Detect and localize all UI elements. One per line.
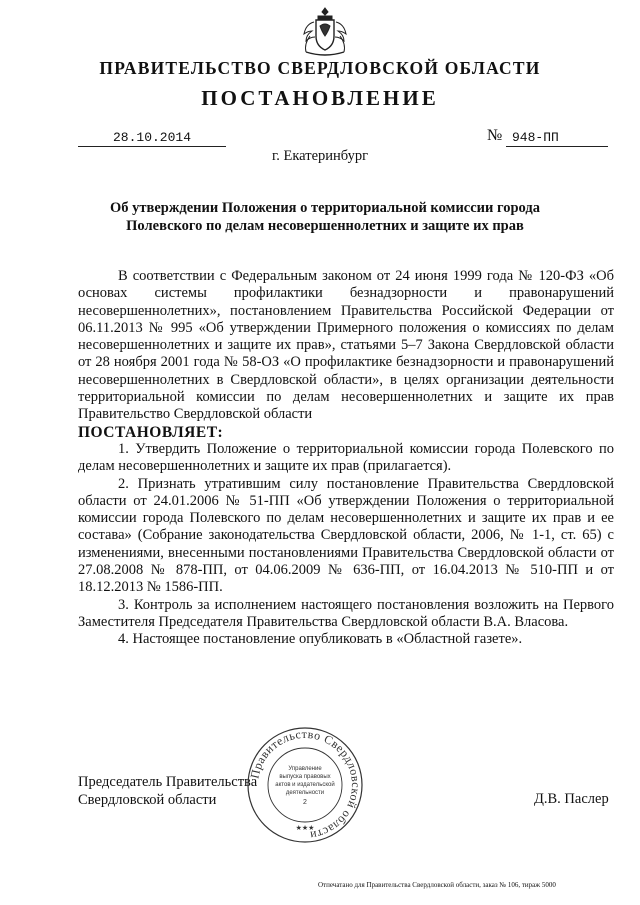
stamp-stars: ★★★ bbox=[295, 824, 315, 832]
document-date: 28.10.2014 bbox=[78, 130, 226, 147]
stamp-number: 2 bbox=[303, 799, 307, 806]
official-stamp bbox=[246, 726, 364, 844]
stamp-line: Управление bbox=[288, 766, 322, 772]
stamp-ring-text: Правительство Свердловской области bbox=[247, 726, 364, 843]
number-sign: № bbox=[487, 127, 503, 144]
document-body bbox=[78, 268, 614, 649]
stamp-line: деятельности bbox=[285, 790, 325, 796]
document-type: ПОСТАНОВЛЕНИЕ bbox=[201, 86, 439, 110]
preamble-paragraph: В соответствии с Федеральным законом от 24 июня 1999 года № 120-ФЗ «Об основах системы профилактики безнадзорности и правонарушений несовершеннолетних», постановлением Правительства Российской Федерации от 06.11.2013 № 995 «Об утверждении Примерного положения о комиссиях по делам несовершеннолетних и защите их прав», статьями 5–7 Закона Свердловской области от 28 ноября 2001 года № 58-ОЗ «О профилактике безнадзорности и правонарушений несовершеннолетних в Свердловской области», в целях организации деятельности территориальной комиссии по делам несовершеннолетних и защите их прав Правительство Свердловской области bbox=[78, 268, 614, 423]
signatory-name: Д.В. Паслер bbox=[534, 791, 609, 807]
stamp-line: выпуска правовых bbox=[279, 774, 331, 780]
title-line: Полевского по делам несовершеннолетних и защите их прав bbox=[126, 218, 524, 234]
position-line: Свердловской области bbox=[78, 792, 217, 808]
city-name: г. Екатеринбург bbox=[271, 148, 369, 164]
coat-of-arms-icon bbox=[296, 6, 354, 58]
decree-word: ПОСТАНОВЛЯЕТ: bbox=[78, 423, 224, 441]
document-title bbox=[100, 199, 550, 235]
decree-item-1: 1. Утвердить Положение о территориальной комиссии города Полевского по делам несовершеннолетних и защите их прав (прилагается). bbox=[78, 440, 614, 475]
document-number: 948-ПП bbox=[506, 130, 608, 147]
title-line: Об утверждении Положения о территориальной комиссии города bbox=[110, 200, 540, 216]
print-footer: Отпечатано для Правительства Свердловской области, заказ № 106, тираж 5000 bbox=[318, 881, 556, 889]
decree-item-3: 3. Контроль за исполнением настоящего постановления возложить на Первого Заместителя Председателя Правительства Свердловской области В.А. Власова. bbox=[78, 596, 614, 630]
organization-name: ПРАВИТЕЛЬСТВО СВЕРДЛОВСКОЙ ОБЛАСТИ bbox=[99, 58, 541, 78]
stamp-line: актов и издательской bbox=[275, 782, 335, 788]
signatory-position bbox=[78, 773, 257, 809]
decree-item-4: 4. Настоящее постановление опубликовать в «Областной газете». bbox=[118, 631, 523, 648]
decree-item-2: 2. Признать утратившим силу постановление Правительства Свердловской области от 24.01.2006 № 51-ПП «Об утверждении Положения о территориальной комиссии города Полевского по делам несовершеннолетних и защите их прав и ее состава» (Собрание законодательства Свердловской области, 2006, № 1-1, ст. 65) с изменениями, внесенными постановлениями Правительства Свердловской области от 27.08.2008 № 878-ПП, от 04.06.2009 № 636-ПП, от 16.04.2013 № 510-ПП и от 18.12.2013 № 1586-ПП. bbox=[78, 475, 614, 596]
position-line: Председатель Правительства bbox=[78, 774, 258, 790]
